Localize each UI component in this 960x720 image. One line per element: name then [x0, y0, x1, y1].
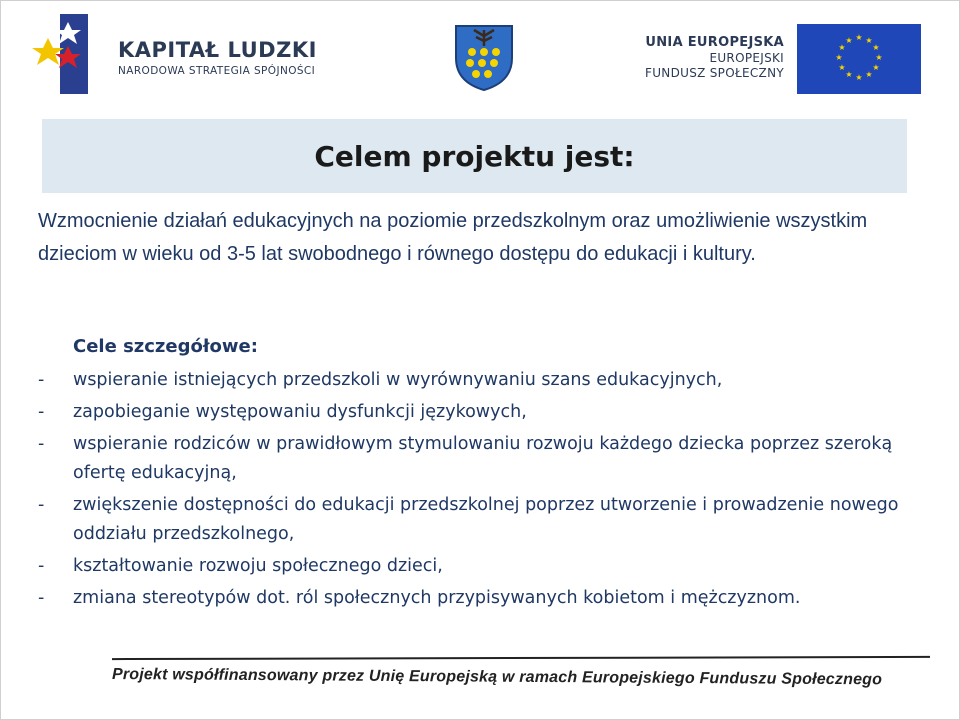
list-item [38, 584, 918, 613]
list-item-text: wspieranie istniejących przedszkoli w wyrównywaniu szans edukacyjnych, [73, 370, 723, 390]
goals-heading: Cele szczegółowe: [73, 336, 258, 357]
list-bullet: - [38, 556, 45, 576]
svg-text:★: ★ [875, 53, 883, 62]
list-item [38, 430, 918, 488]
footer-divider [112, 656, 930, 660]
list-bullet: - [38, 495, 45, 515]
ue-line2: FUNDUSZ SPOŁECZNY [645, 66, 784, 80]
list-item-text: kształtowanie rozwoju społecznego dzieci, [73, 556, 443, 576]
svg-text:★: ★ [845, 70, 853, 79]
list-bullet: - [38, 434, 45, 454]
ue-title: UNIA EUROPEJSKA [645, 35, 784, 50]
list-item-text: zmiana stereotypów dot. ról społecznych przypisywanych kobietom i mężczyznom. [73, 588, 801, 608]
kapital-ludzki-title: KAPITAŁ LUDZKI [118, 38, 317, 62]
svg-text:★: ★ [855, 33, 863, 42]
list-bullet: - [38, 588, 45, 608]
svg-text:★: ★ [838, 63, 846, 72]
svg-text:★: ★ [865, 36, 873, 45]
list-item-text: wspieranie rodziców w prawidłowym stymulowaniu rozwoju każdego dziecka poprzez szeroką ofertę edukacyjną, [73, 434, 893, 483]
svg-text:★: ★ [872, 63, 880, 72]
list-item [38, 398, 918, 427]
svg-text:★: ★ [845, 36, 853, 45]
list-item [38, 552, 918, 581]
goals-section [38, 332, 918, 616]
list-bullet: - [38, 402, 45, 422]
kapital-ludzki-subtitle: NARODOWA STRATEGIA SPÓJNOŚCI [118, 65, 316, 77]
header [0, 0, 960, 110]
coat-of-arms-icon [448, 22, 520, 92]
title-banner [42, 119, 907, 193]
ue-text [604, 35, 784, 81]
svg-text:★: ★ [865, 70, 873, 79]
footer-text: Projekt współfinansowany przez Unię Europejską w ramach Europejskiego Funduszu Społecznego [111, 666, 883, 689]
svg-text:★: ★ [855, 73, 863, 82]
eu-flag-icon [797, 24, 921, 94]
page-title: Celem projektu jest: [314, 139, 635, 173]
kapital-ludzki-logo [28, 8, 92, 96]
svg-text:★: ★ [835, 53, 843, 62]
kapital-ludzki-text [118, 38, 317, 77]
intro-paragraph: Wzmocnienie działań edukacyjnych na poziomie przedszkolnym oraz umożliwienie wszystkim dzieciom w wieku od 3-5 lat swobodnego i równego dostępu do edukacji i kultury. [38, 210, 868, 265]
list-item-text: zapobieganie występowaniu dysfunkcji językowych, [73, 402, 527, 422]
list-item [38, 491, 918, 549]
svg-text:★: ★ [838, 43, 846, 52]
list-item [38, 366, 918, 395]
list-item-text: zwiększenie dostępności do edukacji przedszkolnej poprzez utworzenie i prowadzenie nowego oddziału przedszkolnego, [73, 495, 899, 544]
ue-line1: EUROPEJSKI [709, 51, 784, 65]
list-bullet: - [38, 370, 45, 390]
svg-text:★: ★ [872, 43, 880, 52]
